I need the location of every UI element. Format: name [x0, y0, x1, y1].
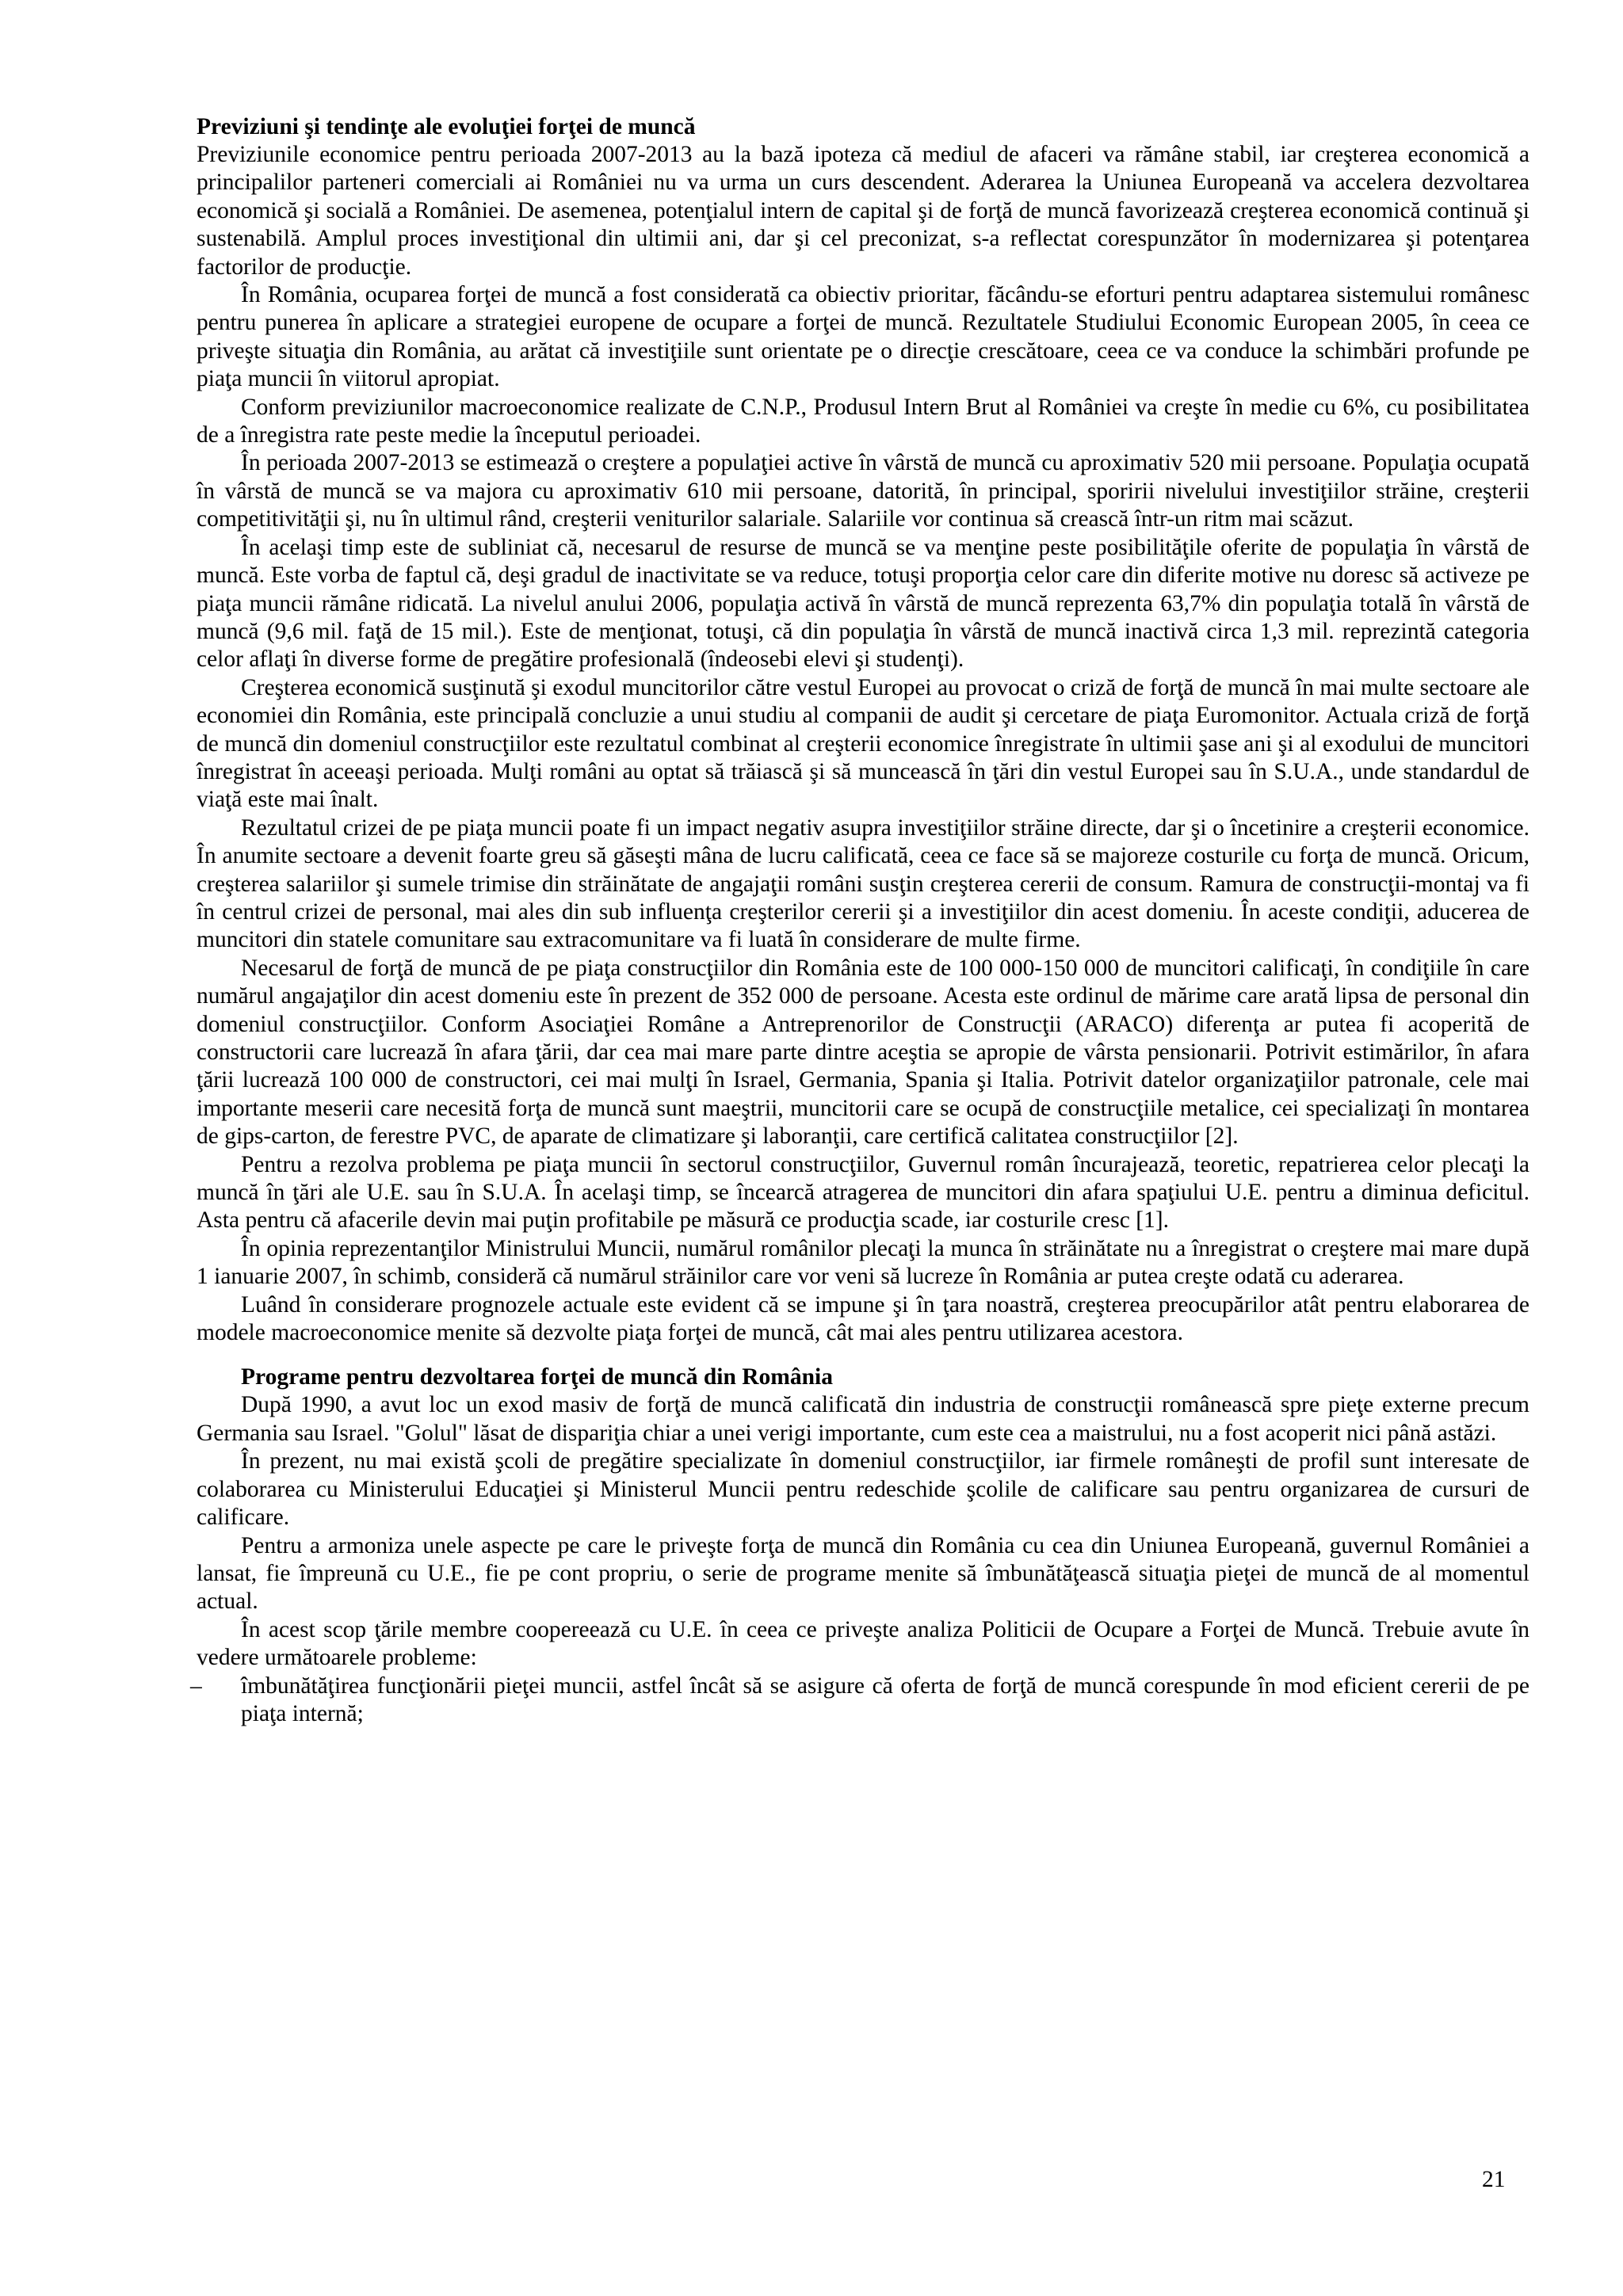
paragraph: În România, ocuparea forţei de muncă a fost considerată ca obiectiv prioritar, făcându-se eforturi pentru adaptarea sistemului românesc pentru punerea în aplicare a strategiei europene de ocupare a forţei de muncă. Rezultatele Studiului Economic European 2005, în ceea ce priveşte situaţia din România, au arătat că investiţiile sunt orientate pe o direcţie crescătoare, ceea ce va conduce la schimbări profunde pe piaţa muncii în viitorul apropiat.	[197, 282, 1529, 392]
paragraph: După 1990, a avut loc un exod masiv de forţă de muncă calificată din industria de construcţii românească spre pieţe externe precum Germania sau Israel. "Golul" lăsat de dispariţia chiar a unei verigi importante, cum este cea a maistrului, nu a fost acoperit nici până astăzi.	[197, 1392, 1529, 1446]
paragraph: Pentru a armoniza unele aspecte pe care le priveşte forţa de muncă din România cu cea din Uniunea Europeană, guvernul României a lansat, fie împreună cu U.E., fie pe cont propriu, o serie de programe menite să îmbunătăţească situaţia pieţei de muncă de al momentul actual.	[197, 1532, 1529, 1615]
paragraph: În acelaşi timp este de subliniat că, necesarul de resurse de muncă se va menţine peste posibilităţile oferite de populaţia în vârstă de muncă. Este vorba de faptul că, deşi gradul de inactivitate se va reduce, totuşi proporţia celor care din diferite motive nu doresc să activeze pe piaţa muncii rămâne ridicată. La nivelul anului 2006, populaţia activă în vârstă de muncă reprezenta 63,7% din populaţia totală în vârstă de muncă (9,6 mil. faţă de 15 mil.). Este de menţionat, totuşi, că din populaţia în vârstă de muncă inactivă circa 1,3 mil. reprezintă categoria celor aflaţi în diverse forme de pregătire profesională (îndeosebi elevi şi studenţi).	[197, 534, 1529, 673]
paragraph: În perioada 2007-2013 se estimează o creştere a populaţiei active în vârstă de muncă cu aproximativ 520 mii persoane. Populaţia ocupată în vârstă de muncă se va majora cu aproximativ 610 mii persoane, datorită, în principal, sporirii nivelului investiţiilor străine, creşterii competitivităţii şi, nu în ultimul rând, creşterii veniturilor salariale. Salariile vor continua să crească într-un ritm mai scăzut.	[197, 450, 1529, 532]
document-page	[190, 113, 1529, 1728]
bullet-dash: –	[190, 1672, 202, 1699]
section-heading-forecasts: Previziuni şi tendinţe ale evoluţiei forţei de muncă	[197, 114, 696, 139]
paragraph: Pentru a rezolva problema pe piaţa muncii în sectorul construcţiilor, Guvernul român încurajează, teoretic, repatrierea celor plecaţi la muncă în ţări ale U.E. sau în S.U.A. În acelaşi timp, se încearcă atragerea de muncitori din afara spaţiului U.E. pentru a diminua deficitul. Asta pentru că afacerile devin mai puţin profitabile pe măsură ce producţia scade, iar costurile cresc [1].	[197, 1151, 1529, 1234]
page-number: 21	[1482, 2167, 1506, 2192]
bullet-text: îmbunătăţirea funcţionării pieţei muncii, astfel încât să se asigure că oferta de forţă de muncă corespunde în mod eficient cererii de pe piaţa internă;	[241, 1672, 1529, 1726]
paragraph: Conform previziunilor macroeconomice realizate de C.N.P., Produsul Intern Brut al României va creşte în medie cu 6%, cu posibilitatea de a înregistra rate peste medie la începutul perioadei.	[197, 394, 1529, 448]
bullet-item	[190, 1672, 1529, 1729]
section-heading-programs: Programe pentru dezvoltarea forţei de muncă din România	[241, 1364, 833, 1390]
paragraph: În prezent, nu mai există şcoli de pregătire specializate în domeniul construcţiilor, iar firmele româneşti de profil sunt interesate de colaborarea cu Ministerului Educaţiei şi Ministerul Muncii pentru redeschide şcolile de calificare sau pentru organizarea de cursuri de calificare.	[197, 1448, 1529, 1531]
paragraph: În acest scop ţările membre coopereează cu U.E. în ceea ce priveşte analiza Politicii de Ocupare a Forţei de Muncă. Trebuie avute în vedere următoarele probleme:	[197, 1616, 1529, 1671]
paragraph: În opinia reprezentanţilor Ministrului Muncii, numărul românilor plecaţi la munca în străinătate nu a înregistrat o creştere mai mare după 1 ianuarie 2007, în schimb, consideră că numărul străinilor care vor veni să lucreze în România ar putea creşte odată cu aderarea.	[197, 1235, 1529, 1290]
paragraph: Necesarul de forţă de muncă de pe piaţa construcţiilor din România este de 100 000-150 000 de muncitori calificaţi, în condiţiile în care numărul angajaţilor din acest domeniu este în prezent de 352 000 de persoane. Acesta este ordinul de mărime care arată lipsa de personal din domeniul construcţiilor. Conform Asociaţiei Române a Antreprenorilor de Construcţii (ARACO) diferenţa ar putea fi acoperită de constructorii care lucrează în afara ţării, dar cea mai mare parte dintre aceştia se apropie de vârsta pensionarii. Potrivit estimărilor, în afara ţării lucrează 100 000 de constructori, cei mai mulţi în Israel, Germania, Spania şi Italia. Potrivit datelor organizaţiilor patronale, cele mai importante meserii care necesită forţa de muncă sunt maeştrii, muncitorii care se ocupă de construcţiile metalice, cei specializaţi în montarea de gips-carton, de ferestre PVC, de aparate de climatizare şi laboranţii, care certifică calitatea construcţiilor [2].	[197, 955, 1529, 1150]
paragraph: Creşterea economică susţinută şi exodul muncitorilor către vestul Europei au provocat o criză de forţă de muncă în mai multe sectoare ale economiei din România, este principală concluzie a unui studiu al companii de audit şi cercetare de piaţa Euromonitor. Actuala criză de forţă de muncă din domeniul construcţiilor este rezultatul combinat al creşterii economice înregistrate în ultimii şase ani şi al exodului de muncitori înregistrat în aceeaşi perioada. Mulţi români au optat să trăiască şi să muncească în ţări din vestul Europei sau în S.U.A., unde standardul de viaţă este mai înalt.	[197, 674, 1529, 813]
paragraph: Previziunile economice pentru perioada 2007-2013 au la bază ipoteza că mediul de afaceri va rămâne stabil, iar creşterea economică a principalilor parteneri comerciali ai României nu va urma un curs descendent. Aderarea la Uniunea Europeană va accelera dezvoltarea economică şi socială a României. De asemenea, potenţialul intern de capital şi de forţă de muncă favorizează creşterea economică continuă şi sustenabilă. Amplul proces investiţional din ultimii ani, dar şi cel preconizat, s-a reflectat corespunzător în modernizarea şi potenţarea factorilor de producţie.	[197, 142, 1529, 280]
paragraph: Luând în considerare prognozele actuale este evident că se impune şi în ţara noastră, creşterea preocupărilor atât pentru elaborarea de modele macroeconomice menite să dezvolte piaţa forţei de muncă, cât mai ales pentru utilizarea acestora.	[197, 1291, 1529, 1346]
paragraph: Rezultatul crizei de pe piaţa muncii poate fi un impact negativ asupra investiţiilor străine directe, dar şi o încetinire a creşterii economice. În anumite sectoare a devenit foarte greu să găseşti mâna de lucru calificată, ceea ce face să se majoreze costurile cu forţa de muncă. Oricum, creşterea salariilor şi sumele trimise din străinătate de angajaţii români susţin creşterea cererii de consum. Ramura de construcţii-montaj va fi în centrul crizei de personal, mai ales din sub influenţa creşterilor cererii şi a investiţiilor din acest domeniu. În aceste condiţii, aducerea de muncitori din statele comunitare sau extracomunitare va fi luată în considerare de multe firme.	[197, 814, 1529, 953]
